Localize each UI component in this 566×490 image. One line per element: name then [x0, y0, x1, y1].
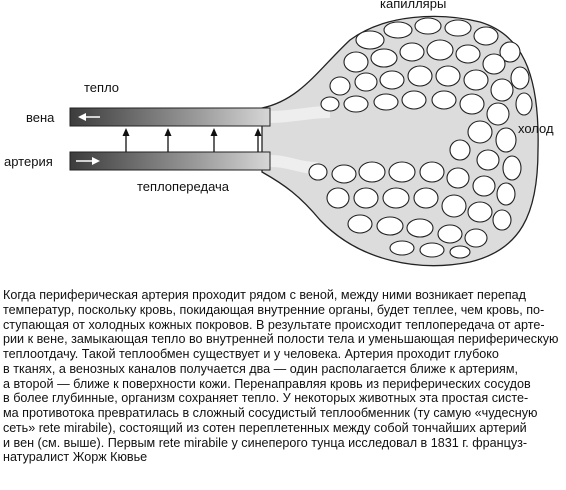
caption-line: в тканях, а венозных каналов получается два — один располагается ближе к артериям,	[3, 361, 519, 376]
capillary-cell	[436, 66, 460, 86]
caption-line: натуралист Жорж Кювье	[3, 450, 148, 465]
capillary-cell	[380, 71, 404, 89]
vein-label: вена	[26, 110, 55, 125]
capillary-cell	[420, 243, 444, 257]
capillary-cell	[332, 165, 356, 183]
capillary-cell	[497, 183, 515, 205]
capillary-cell	[420, 162, 444, 182]
capillary-cell	[344, 96, 368, 112]
capillary-cell	[468, 202, 492, 222]
capillary-cell	[427, 40, 453, 60]
capillary-cell	[402, 91, 426, 109]
capillary-cell	[442, 195, 466, 217]
caption-line: Когда периферическая артерия проходит рядом с веной, между ними возникает перепад	[3, 288, 527, 302]
capillary-cell	[511, 67, 529, 89]
capillary-cell	[408, 66, 432, 86]
capillary-cell	[468, 121, 492, 143]
heat-label: тепло	[84, 80, 120, 95]
heat-transfer-label: теплопередача	[137, 179, 230, 194]
capillary-cell	[389, 162, 415, 182]
capillary-cell	[477, 150, 499, 170]
capillary-cell	[503, 156, 521, 180]
capillary-cell	[465, 229, 487, 247]
capillary-cell	[390, 241, 414, 255]
capillary-cell	[344, 52, 368, 72]
capillaries-label: капилляры	[380, 0, 447, 11]
heat-transfer-arrowhead	[165, 128, 172, 136]
capillary-cell	[432, 91, 456, 109]
capillary-cell	[400, 43, 424, 61]
heat-transfer-arrowhead	[255, 128, 262, 136]
capillary-cell	[383, 188, 409, 208]
capillary-cell	[415, 18, 441, 34]
capillary-cell	[487, 103, 509, 125]
heat-transfer-arrows	[123, 128, 262, 152]
capillary-cell	[371, 49, 397, 67]
capillary-cell	[450, 246, 470, 258]
heat-transfer-arrowhead	[211, 128, 218, 136]
caption-line: теплоотдачу. Такой теплообмен существует и у человека. Артерия проходит глубоко	[3, 347, 499, 361]
capillary-cell	[354, 188, 378, 208]
caption-line: рии к вене, замыкающая тепло во внутренней полости тела и уменьшающая периферическую	[3, 332, 559, 347]
capillary-cell	[460, 94, 484, 114]
heat-transfer-arrowhead	[123, 128, 130, 136]
capillary-cell	[474, 27, 498, 45]
caption-line: ма противотока превратилась в сложный сосудистый теплообменник (ту самую «чудесную	[3, 406, 538, 420]
capillary-cell	[355, 73, 377, 91]
capillary-cell	[356, 31, 384, 49]
caption-line: и вен (см. выше). Первым rete mirabile у синеперого тунца исследовал в 1831 г. француз-	[3, 435, 528, 450]
capillary-cell	[456, 45, 480, 63]
caption-line: сеть» rete mirabile), состоящий из сотен переплетенных между собой тончайших артерий	[3, 420, 527, 435]
caption-line: ступающая от холодных кожных покровов. В результате происходит теплопередача от арте-	[3, 317, 545, 332]
capillary-cell	[330, 77, 350, 95]
capillary-cell	[464, 70, 488, 90]
capillary-cell	[377, 217, 403, 235]
artery-label: артерия	[4, 154, 53, 169]
capillary-cell	[447, 168, 469, 188]
caption-line: в более глубинные, организм сохраняет тепло. У некоторых животных эта простая систе-	[3, 391, 529, 406]
capillary-cell	[496, 128, 516, 152]
capillary-cell	[414, 188, 438, 208]
capillary-cell	[327, 188, 349, 208]
capillary-cell	[359, 162, 385, 182]
figure-caption	[3, 288, 563, 465]
capillary-cell	[309, 164, 327, 180]
caption-line: а второй — ближе к поверхности кожи. Перенаправляя кровь из периферических сосудов	[3, 376, 531, 391]
capillary-cell	[445, 20, 471, 36]
cold-label: холод	[518, 121, 554, 136]
capillary-cell	[473, 176, 495, 196]
caption-line: температур, поскольку кровь, покидающая внутренние органы, будет теплее, чем кровь, по-	[3, 302, 545, 317]
capillary-cell	[321, 97, 339, 111]
capillary-cell	[374, 94, 398, 110]
capillary-cell	[348, 215, 372, 233]
capillary-cell	[384, 22, 412, 38]
capillary-cell	[516, 93, 532, 115]
capillary-cell	[450, 140, 470, 160]
capillary-cell	[491, 79, 513, 101]
capillary-cell	[407, 219, 433, 237]
capillary-cell	[483, 54, 505, 74]
capillary-cell	[438, 225, 462, 243]
capillary-cell	[493, 210, 511, 230]
